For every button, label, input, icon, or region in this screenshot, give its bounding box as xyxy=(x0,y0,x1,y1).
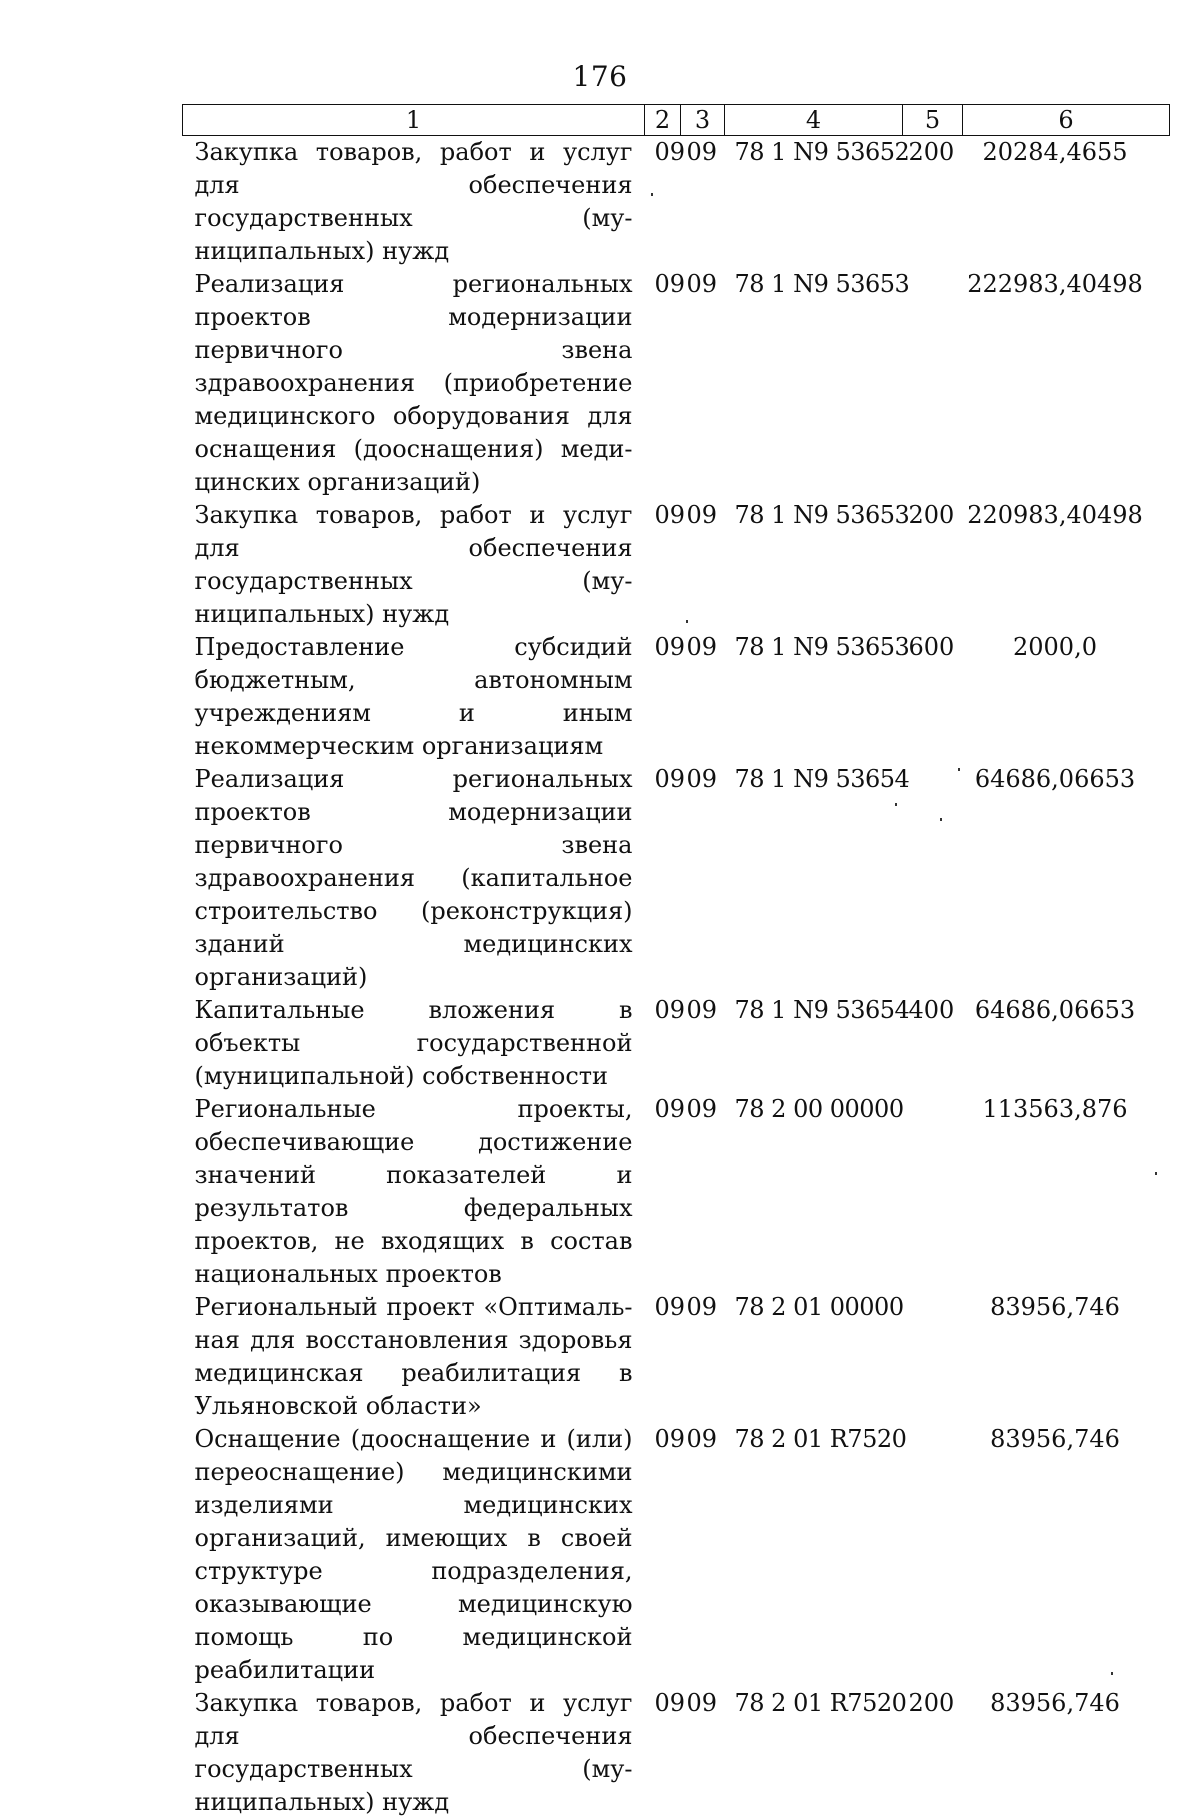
amount: 220983,40498 xyxy=(963,499,1170,631)
amount: 83956,746 xyxy=(963,1423,1170,1687)
table-row xyxy=(183,1291,1170,1423)
column-header-1: 1 xyxy=(183,105,645,136)
expense-type-code: 200 xyxy=(903,499,963,631)
row-name: Закупка товаров, работ и услуг для обеспечения государственных (муниципальных) нужд xyxy=(183,1687,645,1819)
amount: 83956,746 xyxy=(963,1291,1170,1423)
column-header-6: 6 xyxy=(963,105,1170,136)
table-row xyxy=(183,136,1170,269)
subsection-code: 09 xyxy=(681,268,725,499)
target-article-code: 78 1 N9 53653 xyxy=(725,499,903,631)
row-name: Реализация региональных проектов модернизации первичного звена здравоохранения (капитальное строительство (реконструкция) зданий медицинских организаций) xyxy=(183,763,645,994)
subsection-code: 09 xyxy=(681,994,725,1093)
scan-speck xyxy=(651,193,653,196)
budget-table-body xyxy=(183,136,1170,1819)
column-header-3: 3 xyxy=(681,105,725,136)
column-header-2: 2 xyxy=(645,105,681,136)
table-row xyxy=(183,499,1170,631)
expense-type-code: 600 xyxy=(903,631,963,763)
expense-type-code xyxy=(903,268,963,499)
target-article-code: 78 2 00 00000 xyxy=(725,1093,903,1291)
target-article-code: 78 2 01 R7520 xyxy=(725,1687,903,1819)
column-header-4: 4 xyxy=(725,105,903,136)
scan-speck xyxy=(1155,1172,1157,1175)
amount: 113563,876 xyxy=(963,1093,1170,1291)
amount: 64686,06653 xyxy=(963,763,1170,994)
subsection-code: 09 xyxy=(681,763,725,994)
row-name: Капитальные вложения в объекты государственной (муниципальной) собственности xyxy=(183,994,645,1093)
column-number-header-row xyxy=(183,105,1170,136)
amount: 2000,0 xyxy=(963,631,1170,763)
expense-type-code xyxy=(903,1093,963,1291)
amount: 83956,746 xyxy=(963,1687,1170,1819)
table-row xyxy=(183,994,1170,1093)
target-article-code: 78 1 N9 53652 xyxy=(725,136,903,269)
row-name: Закупка товаров, работ и услуг для обеспечения государственных (муниципальных) нужд xyxy=(183,136,645,269)
section-code: 09 xyxy=(645,268,681,499)
table-row xyxy=(183,1093,1170,1291)
scan-speck xyxy=(1111,1672,1113,1675)
table-row xyxy=(183,1687,1170,1819)
section-code: 09 xyxy=(645,994,681,1093)
expense-type-code xyxy=(903,763,963,994)
expense-type-code xyxy=(903,1291,963,1423)
scan-speck xyxy=(940,818,942,821)
section-code: 09 xyxy=(645,631,681,763)
expense-type-code xyxy=(903,1423,963,1687)
row-name: Оснащение (дооснащение и (или) переоснащение) медицинскими изделиями медицинских организаций, имеющих в своей структуре подразделения, оказывающие медицинскую помощь по медицинской реабилитации xyxy=(183,1423,645,1687)
target-article-code: 78 1 N9 53653 xyxy=(725,268,903,499)
scan-speck xyxy=(958,768,960,771)
section-code: 09 xyxy=(645,136,681,269)
budget-table xyxy=(182,104,1170,1819)
amount: 20284,4655 xyxy=(963,136,1170,269)
target-article-code: 78 1 N9 53654 xyxy=(725,994,903,1093)
section-code: 09 xyxy=(645,1423,681,1687)
subsection-code: 09 xyxy=(681,1687,725,1819)
target-article-code: 78 2 01 00000 xyxy=(725,1291,903,1423)
section-code: 09 xyxy=(645,1093,681,1291)
expense-type-code: 400 xyxy=(903,994,963,1093)
row-name: Региональный проект «Оптимальная для восстановления здоровья медицинская реабилитация в Ульяновской области» xyxy=(183,1291,645,1423)
column-header-5: 5 xyxy=(903,105,963,136)
table-row xyxy=(183,763,1170,994)
scan-speck xyxy=(686,620,688,623)
target-article-code: 78 1 N9 53654 xyxy=(725,763,903,994)
row-name: Региональные проекты, обеспечивающие достижение значений показателей и результатов федеральных проектов, не входящих в состав национальных проектов xyxy=(183,1093,645,1291)
row-name: Реализация региональных проектов модернизации первичного звена здравоохранения (приобретение медицинского оборудования для оснащения (дооснащения) медицинских организаций) xyxy=(183,268,645,499)
expense-type-code: 200 xyxy=(903,136,963,269)
section-code: 09 xyxy=(645,499,681,631)
subsection-code: 09 xyxy=(681,1423,725,1687)
row-name: Закупка товаров, работ и услуг для обеспечения государственных (муниципальных) нужд xyxy=(183,499,645,631)
section-code: 09 xyxy=(645,1687,681,1819)
table-row xyxy=(183,631,1170,763)
section-code: 09 xyxy=(645,1291,681,1423)
subsection-code: 09 xyxy=(681,136,725,269)
target-article-code: 78 1 N9 53653 xyxy=(725,631,903,763)
section-code: 09 xyxy=(645,763,681,994)
target-article-code: 78 2 01 R7520 xyxy=(725,1423,903,1687)
subsection-code: 09 xyxy=(681,631,725,763)
subsection-code: 09 xyxy=(681,1291,725,1423)
scan-speck xyxy=(895,803,897,806)
amount: 64686,06653 xyxy=(963,994,1170,1093)
page-number: 176 xyxy=(0,60,1200,93)
expense-type-code: 200 xyxy=(903,1687,963,1819)
row-name: Предоставление субсидий бюджетным, автономным учреждениям и иным некоммерческим организациям xyxy=(183,631,645,763)
subsection-code: 09 xyxy=(681,499,725,631)
table-row xyxy=(183,268,1170,499)
table-row xyxy=(183,1423,1170,1687)
subsection-code: 09 xyxy=(681,1093,725,1291)
amount: 222983,40498 xyxy=(963,268,1170,499)
